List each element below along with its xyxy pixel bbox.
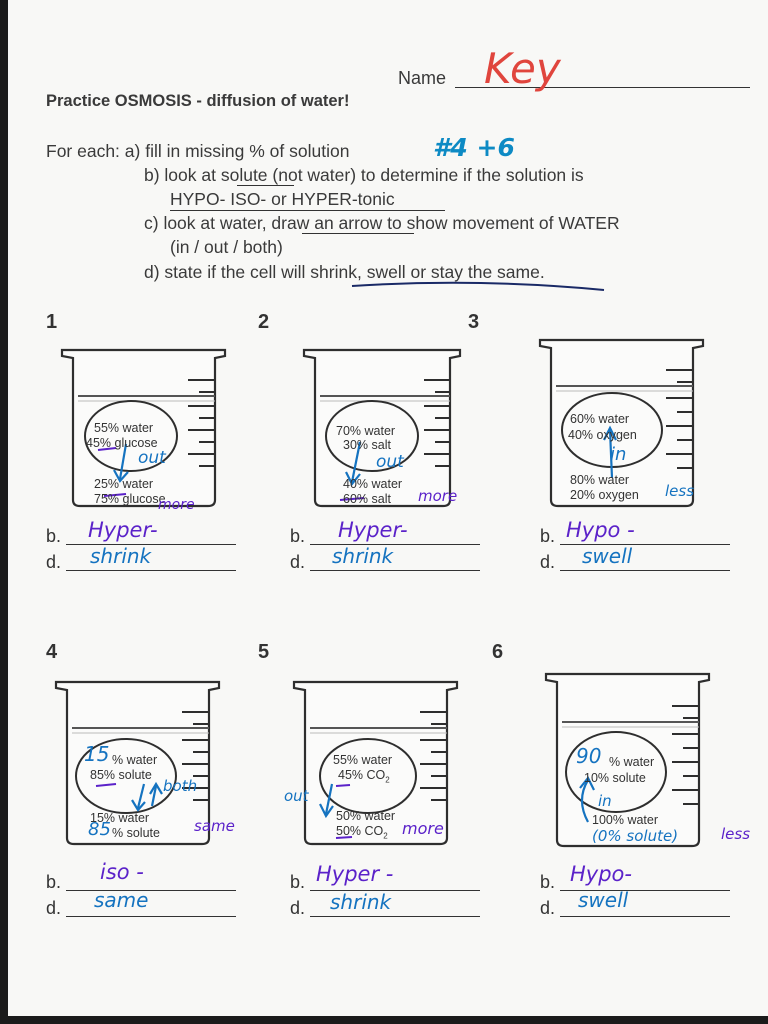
instruction-underline-mark	[8, 0, 768, 300]
p5-cell-solute: 45% $CO_2$	[338, 768, 390, 785]
p1-cell-water: 55% water	[94, 421, 154, 435]
p1-cell-solute: 45% glucose	[86, 436, 158, 450]
p4-cell-solute: 85% solute	[90, 768, 152, 782]
problem-number-4: 4	[46, 641, 58, 663]
instruction-a: For each: a) fill in missing % of solution	[46, 141, 350, 161]
p3-cell-solute: 40% oxygen	[568, 428, 637, 442]
p3-label-b: b.	[540, 526, 556, 546]
p2-label-d: d.	[290, 552, 306, 572]
p5-cell-subscript: 2	[385, 775, 390, 785]
p2-label-b: b.	[290, 526, 306, 546]
p6-label-b: b.	[540, 872, 556, 892]
p5-answer-b: Hyper -	[316, 862, 394, 886]
p1-solution-note: more	[158, 497, 195, 513]
p4-label-d: d.	[46, 898, 62, 918]
p2-sol-solute: 60% salt	[343, 492, 391, 506]
p6-answer-b: Hypo-	[570, 862, 632, 886]
instruction-c-line1: c) look at water, draw an arrow to show movement of WATER	[144, 213, 620, 233]
p2-cell-solute: 30% salt	[343, 438, 391, 452]
p4-cell-water: % water	[112, 753, 158, 767]
problem-number-2: 2	[258, 311, 270, 333]
instruction-b-line2: HYPO- ISO- or HYPER-tonic	[170, 189, 395, 209]
p5-arrow-note: out	[284, 787, 309, 805]
p2-answer-d: shrink	[332, 544, 394, 568]
p3-arrow-note: in	[610, 444, 627, 465]
p3-label-d: d.	[540, 552, 556, 572]
p1-answer-b: Hyper-	[88, 518, 158, 542]
problem-number-6: 6	[492, 641, 504, 663]
p6-cell-fill: 90	[576, 744, 602, 768]
p6-label-d: d.	[540, 898, 556, 918]
p3-cell-water: 60% water	[570, 412, 630, 426]
p5-sol-water: 50% water	[336, 809, 396, 823]
problem-number-1: 1	[46, 311, 58, 333]
p3-sol-solute: 20% oxygen	[570, 488, 639, 502]
p3-answer-b: Hypo -	[566, 518, 635, 542]
p6-solution-note: less	[721, 825, 751, 843]
p1-arrow-note: out	[138, 448, 166, 468]
instruction-c-line2: (in / out / both)	[170, 237, 283, 257]
p6-arrow-note: in	[598, 792, 612, 810]
p5-cell-water: 55% water	[333, 753, 393, 767]
p5-sol-solute: 50% $CO_2$	[336, 824, 388, 841]
p4-label-b: b.	[46, 872, 62, 892]
name-value: Key	[484, 44, 561, 93]
p1-sol-solute: 75% glucose	[94, 492, 166, 506]
instruction-b-line1: b) look at solute (not water) to determine if the solution is	[144, 165, 584, 185]
p6-cell-solute: 10% solute	[584, 771, 646, 785]
p4-line-d	[66, 894, 236, 917]
instruction-d: d) state if the cell will shrink, swell or stay the same.	[144, 262, 545, 282]
name-label: Name	[398, 68, 447, 88]
p4-solution-note: same	[194, 817, 235, 835]
p2-solution-note: more	[418, 487, 458, 505]
p6-answer-d: swell	[578, 888, 629, 912]
header-note: #4 +6	[433, 133, 515, 162]
p4-sol-solute: % solute	[112, 826, 160, 840]
p6-sol-note: (0% solute)	[592, 827, 679, 845]
p2-answer-b: Hyper-	[338, 518, 408, 542]
p6-cell-water: % water	[609, 755, 655, 769]
page-title: Practice OSMOSIS - diffusion of water!	[46, 92, 350, 110]
problem-number-3: 3	[468, 311, 480, 333]
p4-sol-fill: 85	[88, 819, 111, 840]
p5-solution-note: more	[402, 819, 444, 838]
p4-arrow-note: both	[163, 777, 198, 795]
p1-label-d: d.	[46, 552, 62, 572]
p4-cell-fill: 15	[84, 742, 110, 766]
p5-label-d: d.	[290, 898, 306, 918]
worksheet-page	[8, 0, 768, 1016]
p4-answer-d: same	[94, 888, 149, 912]
p2-arrow-note: out	[376, 452, 404, 472]
p1-answer-d: shrink	[90, 544, 152, 568]
p4-answer-b: iso -	[100, 860, 144, 884]
p5-answer-d: shrink	[330, 890, 392, 914]
p2-cell-water: 70% water	[336, 424, 396, 438]
p4-sol-water: 15% water	[90, 811, 150, 825]
p6-sol-water: 100% water	[592, 813, 659, 827]
p4-line-b	[66, 868, 236, 891]
p2-sol-water: 40% water	[343, 477, 403, 491]
p3-answer-d: swell	[582, 544, 633, 568]
p5-sol-subscript: 2	[383, 831, 388, 841]
p1-sol-water: 25% water	[94, 477, 154, 491]
p3-sol-water: 80% water	[570, 473, 630, 487]
p3-solution-note: less	[665, 482, 695, 500]
p1-label-b: b.	[46, 526, 62, 546]
problem-number-5: 5	[258, 641, 270, 663]
p5-label-b: b.	[290, 872, 306, 892]
